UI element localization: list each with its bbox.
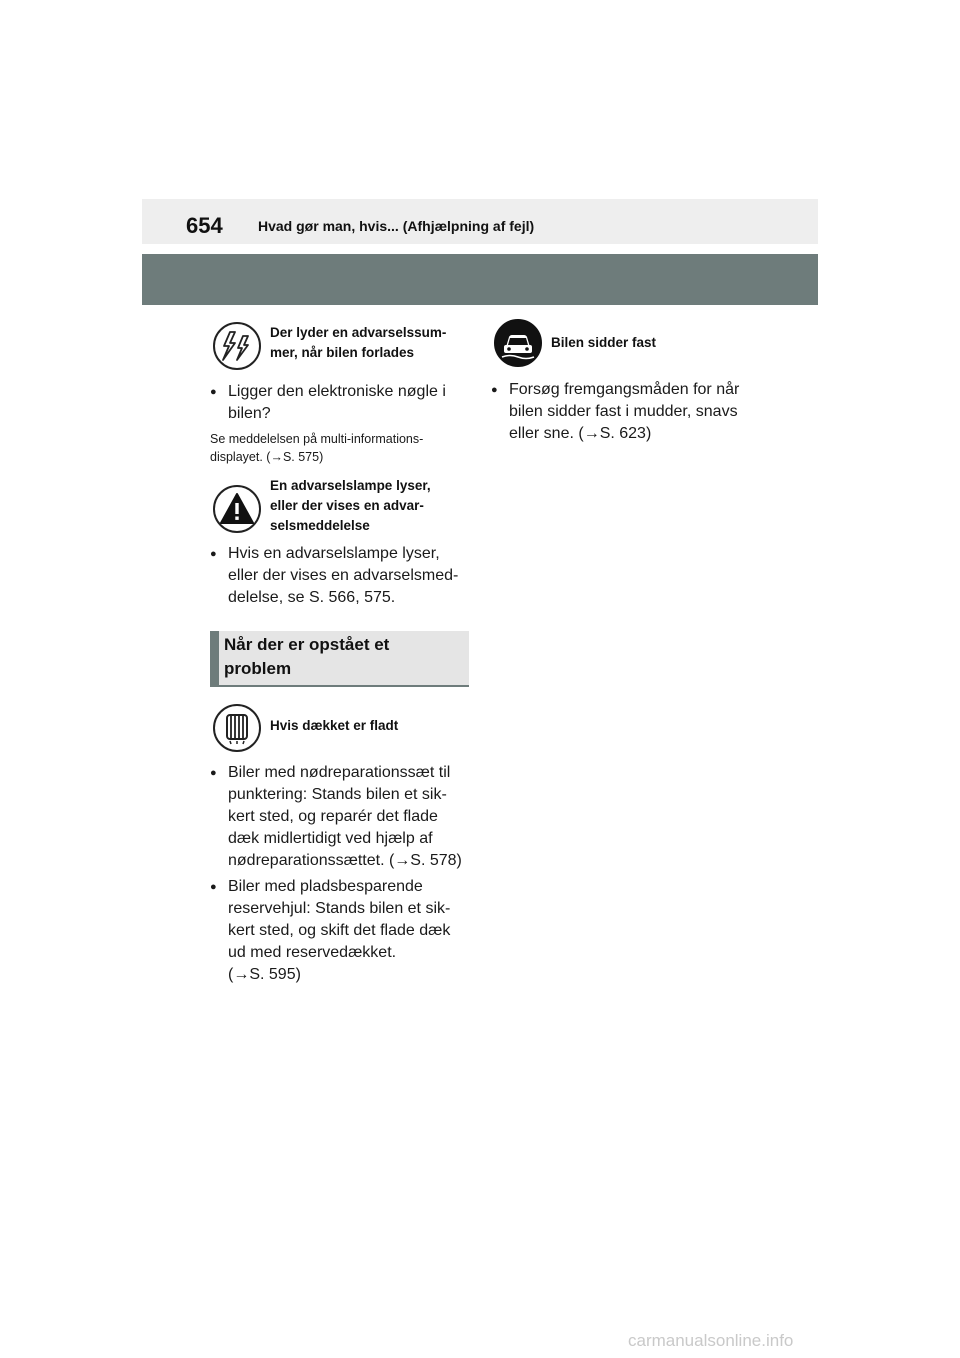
bullet-warning-lamp: ● Hvis en advarselslampe lyser, eller der vises en advarselsmed- delelse, se S. 566, 575. <box>210 543 472 609</box>
chapter-title: Hvad gør man, hvis... (Afhjælpning af fejl) <box>258 218 535 234</box>
flat-tire-icon <box>213 704 261 752</box>
section-heading: Når der er opstået et problem <box>210 631 469 687</box>
car-stuck-label: Bilen sidder fast <box>551 335 657 350</box>
watermark-text: carmanualsonline.info <box>628 1331 794 1350</box>
note-multi-info-display: Se meddelelsen på multi-informations- displayet. (→S. 575) <box>210 432 424 464</box>
bullet-spare-tire: ● Biler med pladsbesparende reservehjul: Stands bilen et sik- kert sted, og skift det flade dæk ud med reservedækket. (→S. 595) <box>210 876 472 986</box>
page-number: 654 <box>186 213 223 238</box>
section-banner <box>142 254 818 305</box>
key-out-of-car-warning-icon <box>213 322 261 370</box>
bullet-repair-kit: ● Biler med nødreparationssæt til punktering: Stands bilen et sik- kert sted, og reparér det flade dæk midlertidigt ved hjælp af nødreparationssættet. (→S. 578) <box>210 762 472 872</box>
car-stuck-icon <box>494 319 542 367</box>
bullet-key-question: ● Ligger den elektroniske nøgle i bilen? <box>210 381 470 425</box>
warning-label-lamp: En advarselslampe lyser, eller der vises en advar- selsmeddelelse <box>270 478 431 533</box>
warning-label-key: Der lyder en advarselssum- mer, når bilen forlades <box>270 325 447 360</box>
flat-tire-label: Hvis dækket er fladt <box>270 718 399 733</box>
bullet-car-stuck: ● Forsøg fremgangsmåden for når bilen sidder fast i mudder, snavs eller sne. (→S. 623) <box>491 379 761 445</box>
warning-triangle-icon <box>213 485 261 533</box>
